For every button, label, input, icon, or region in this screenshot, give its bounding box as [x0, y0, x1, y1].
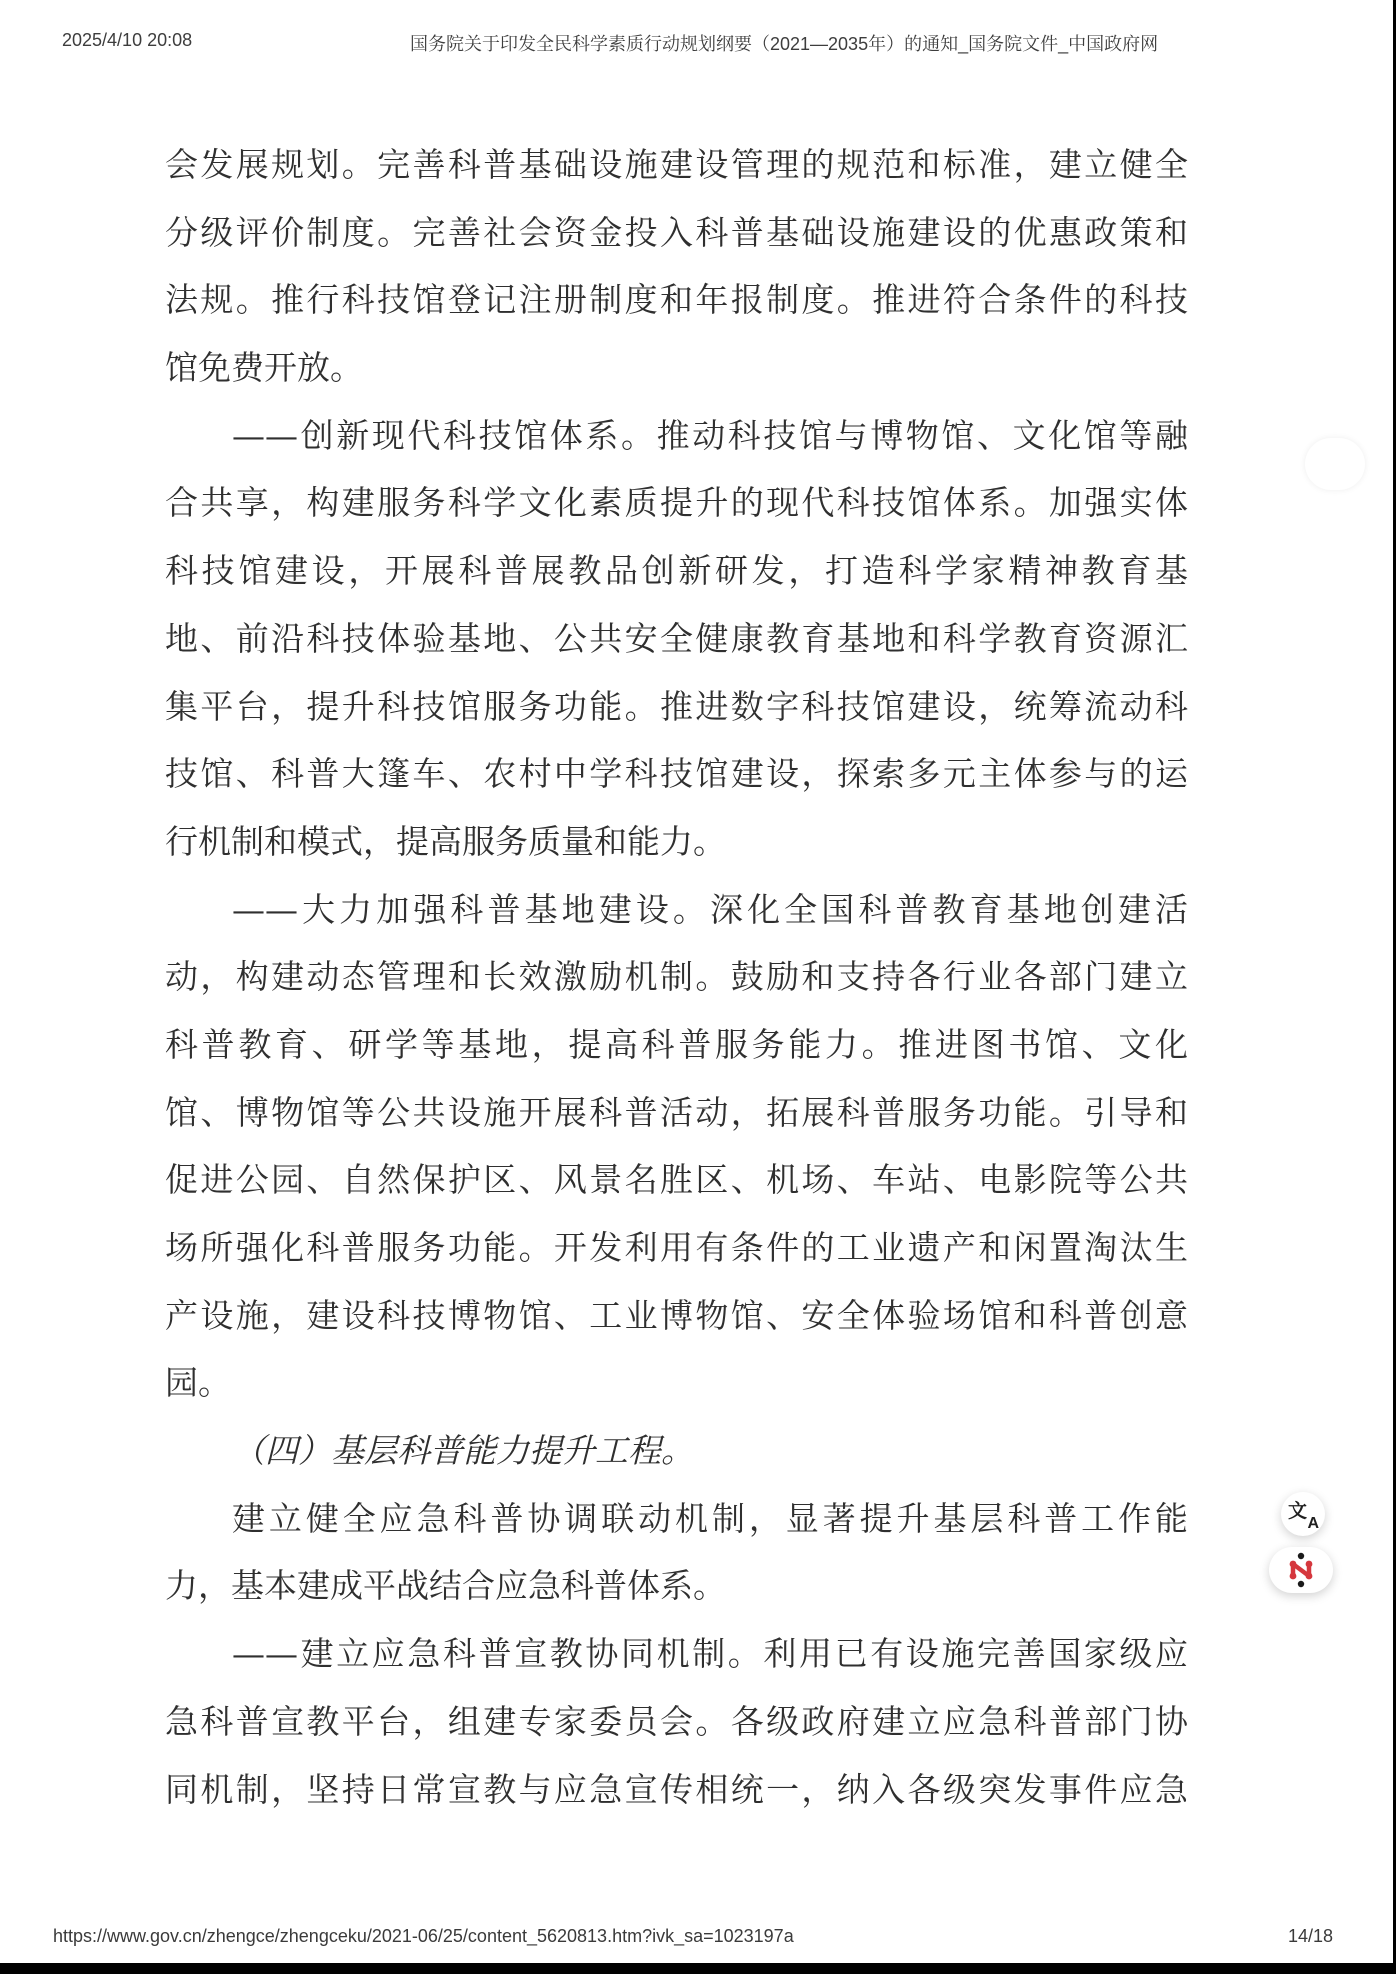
text-line: 动，构建动态管理和长效激励机制。鼓励和支持各行业各部门建立	[165, 957, 1188, 997]
text-line: 产设施，建设科技博物馆、工业博物馆、安全体验场馆和科普创意	[165, 1295, 1188, 1335]
text-line: 馆免费开放。	[165, 348, 363, 388]
document-body	[165, 131, 1188, 1823]
footer-page-number: 14/18	[1288, 1926, 1334, 1946]
text-line: 促进公园、自然保护区、风景名胜区、机场、车站、电影院等公共	[165, 1160, 1188, 1200]
text-line: 科普教育、研学等基地，提高科普服务能力。推进图书馆、文化	[165, 1024, 1188, 1064]
text-line: 场所强化科普服务功能。开发利用有条件的工业遗产和闲置淘汰生	[165, 1228, 1188, 1267]
text-line: 建立健全应急科普协调联动机制，显著提升基层科普工作能	[232, 1498, 1188, 1538]
text-line: 地、前沿科技体验基地、公共安全健康教育基地和科学教育资源汇	[165, 618, 1188, 658]
text-line: 同机制，坚持日常宣教与应急宣传相统一，纳入各级突发事件应急	[165, 1769, 1188, 1809]
text-line: 合共享，构建服务科学文化素质提升的现代科技馆体系。加强实体	[165, 483, 1188, 523]
text-line: （四）基层科普能力提升工程。	[232, 1431, 694, 1471]
print-timestamp: 2025/4/10 20:08	[62, 30, 193, 50]
text-line: ——建立应急科普宣教协同机制。利用已有设施完善国家级应	[232, 1634, 1188, 1674]
text-line: 科技馆建设，开展科普展教品创新研发，打造科学家精神教育基	[165, 551, 1188, 591]
text-line: 馆、博物馆等公共设施开展科普活动，拓展科普服务功能。引导和	[165, 1092, 1188, 1132]
text-line: 园。	[165, 1363, 231, 1403]
translate-icon-latin-glyph: A	[1307, 1515, 1319, 1532]
window-bottom-edge	[0, 1963, 1393, 1974]
translate-icon	[1288, 1499, 1319, 1532]
text-line: 集平台，提升科技馆服务功能。推进数字科技馆建设，统筹流动科	[165, 686, 1188, 726]
text-line: 力，基本建成平战结合应急科普体系。	[165, 1566, 726, 1606]
text-line: 技馆、科普大篷车、农村中学科技馆建设，探索多元主体参与的运	[165, 754, 1188, 794]
text-line: ——大力加强科普基地建设。深化全国科普教育基地创建活	[232, 889, 1188, 929]
text-line: ——创新现代科技馆体系。推动科技馆与博物馆、文化馆等融	[232, 415, 1188, 455]
translate-button[interactable]	[1281, 1492, 1325, 1536]
page-title: 国务院关于印发全民科学素质行动规划纲要（2021—2035年）的通知_国务院文件_中国政府网	[410, 34, 1159, 54]
ai-logo-icon	[1286, 1550, 1316, 1590]
footer-url: https://www.gov.cn/zhengce/zhengceku/2021-06/25/content_5620813.htm?ivk_sa=1023197a	[53, 1926, 794, 1946]
text-line: 法规。推行科技馆登记注册制度和年报制度。推进符合条件的科技	[165, 280, 1188, 320]
text-line: 会发展规划。完善科普基础设施建设管理的规范和标准，建立健全	[165, 145, 1188, 184]
translate-icon-cjk-glyph: 文	[1288, 1501, 1308, 1522]
text-line: 急科普宣教平台，组建专家委员会。各级政府建立应急科普部门协	[165, 1701, 1188, 1741]
text-line: 行机制和模式，提高服务质量和能力。	[165, 821, 726, 861]
collapsed-side-widget[interactable]	[1305, 438, 1365, 490]
ai-assistant-button[interactable]	[1269, 1547, 1333, 1593]
text-line: 分级评价制度。完善社会资金投入科普基础设施建设的优惠政策和	[165, 212, 1188, 252]
